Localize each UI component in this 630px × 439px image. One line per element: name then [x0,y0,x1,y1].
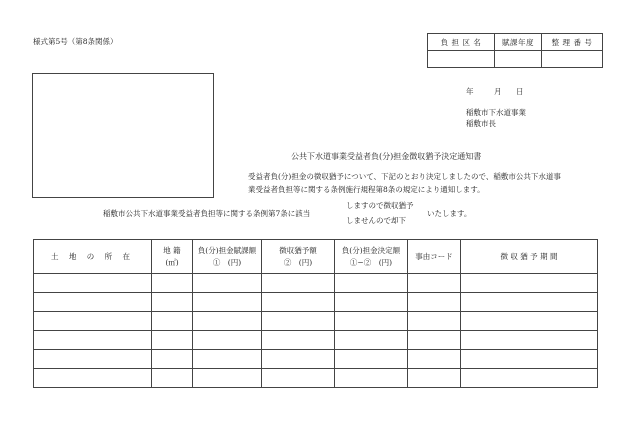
form-id: 様式第5号（第8条関係） [33,37,118,46]
col-deferral-period-label: 徴 収 猶 予 期 間 [500,251,558,261]
table-cell [461,369,598,388]
deferral-table [33,239,598,388]
table-cell [34,369,152,388]
table-cell [152,331,193,350]
table-cell [193,312,262,331]
table-row [34,312,598,331]
table-cell [262,293,335,312]
admin-header-area: 負 担 区 名 [428,34,495,51]
table-row [34,331,598,350]
body-line-2: 業受益者負担等に関する条例施行規程第8条の規定により通知します。 [248,185,485,194]
col-land-location [34,240,152,274]
col-deferred-amount-label: 徴収猶予額 [279,245,317,255]
col-assessed-amount-label: 負(分)担金賦課額 [197,245,257,255]
table-cell [335,293,408,312]
col-reason-code-label: 事由コード [415,251,453,261]
issuer-title: 稲敷市長 [466,119,496,128]
table-cell [335,274,408,293]
table-cell [335,312,408,331]
table-cell [34,312,152,331]
issuer-name: 稲敷市下水道事業 [466,108,526,117]
col-land-area [152,240,193,274]
col-land-location-label: 土 地 の 所 在 [50,251,135,261]
table-cell [193,331,262,350]
table-cell [152,312,193,331]
table-cell [461,312,598,331]
table-row [34,274,598,293]
admin-header-number: 整 理 番 号 [542,34,603,51]
admin-header-year: 賦課年度 [495,34,542,51]
table-cell [193,369,262,388]
table-cell [335,331,408,350]
table-cell [262,312,335,331]
admin-value-year [495,51,542,68]
condition-option-rejected: しませんので却下 [346,216,406,225]
condition-prefix: 稲敷市公共下水道事業受益者負担等に関する条例第7条に該当 [103,209,311,218]
table-cell [335,369,408,388]
table-cell [193,350,262,369]
table-cell [193,293,262,312]
table-row [34,350,598,369]
col-deferred-amount [262,240,335,274]
condition-option-deferred: しますので徴収猶予 [346,201,414,210]
condition-suffix: いたします。 [427,209,472,218]
document-title: 公共下水道事業受益者負(分)担金徴収猶予決定通知書 [291,152,482,161]
col-deferred-amount-unit: ② (円) [283,257,313,267]
table-cell [335,350,408,369]
table-cell [193,274,262,293]
col-deferral-period [461,240,598,274]
date-day: 日 [516,87,524,96]
table-cell [461,350,598,369]
table-cell [461,274,598,293]
table-cell [262,331,335,350]
table-cell [152,293,193,312]
col-land-area-label: 地 籍 [163,245,181,255]
table-cell [408,293,461,312]
table-cell [408,331,461,350]
col-decided-amount [335,240,408,274]
col-decided-amount-unit: ①−② (円) [349,257,393,267]
table-cell [262,369,335,388]
col-reason-code [408,240,461,274]
table-cell [408,312,461,331]
table-cell [34,350,152,369]
table-cell [461,331,598,350]
admin-value-area [428,51,495,68]
admin-value-number [542,51,603,68]
table-row [34,369,598,388]
table-cell [34,331,152,350]
date-year: 年 [466,87,474,96]
date-month: 月 [494,87,502,96]
body-line-1: 受益者負(分)担金の徴収猶予について、下記のとおり決定しましたので、稲敷市公共下水道事 [248,172,561,181]
col-decided-amount-label: 負(分)担金決定額 [341,245,401,255]
table-cell [34,274,152,293]
table-cell [262,350,335,369]
table-cell [152,274,193,293]
table-cell [152,369,193,388]
table-cell [152,350,193,369]
col-assessed-amount-unit: ① (円) [212,257,242,267]
table-cell [408,369,461,388]
table-cell [408,350,461,369]
table-cell [262,274,335,293]
admin-table [427,33,603,68]
col-land-area-unit: (㎡) [165,257,179,267]
table-cell [461,293,598,312]
col-assessed-amount [193,240,262,274]
photo-box [32,73,214,198]
table-cell [34,293,152,312]
table-cell [408,274,461,293]
table-row [34,293,598,312]
table-header-row [34,240,598,274]
